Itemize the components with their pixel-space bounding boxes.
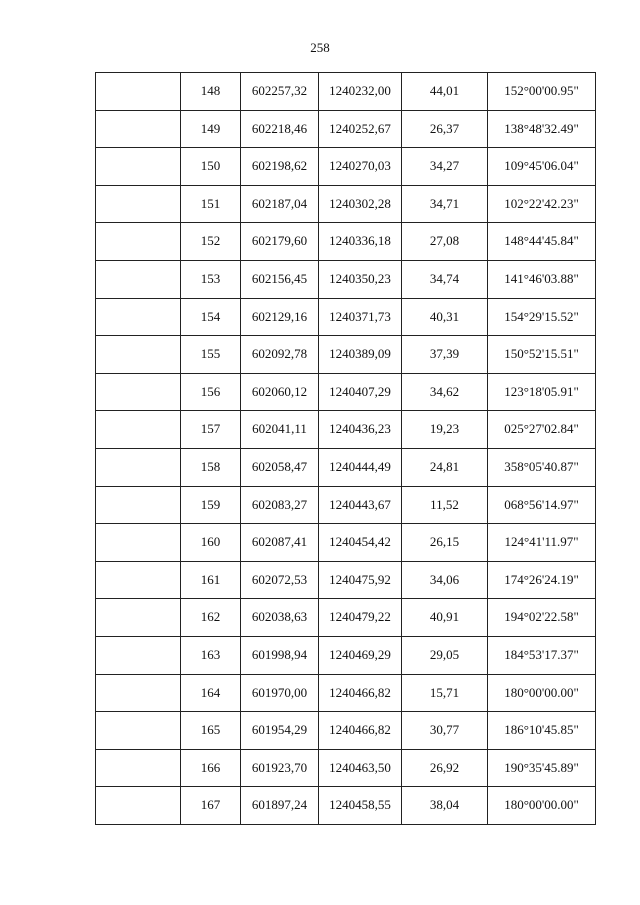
blank-cell [96, 486, 181, 524]
y-coordinate-value: 1240443,67 [329, 496, 391, 512]
blank-cell [96, 749, 181, 787]
y-coordinate-cell [319, 110, 402, 148]
distance-cell [402, 674, 488, 712]
x-coordinate-value: 602257,32 [251, 83, 308, 98]
table-row [96, 223, 596, 261]
direction-angle-cell [488, 448, 596, 486]
direction-angle-cell [488, 73, 596, 111]
direction-angle-value: 190°35'45.89" [504, 759, 579, 775]
point-number-value: 162 [200, 609, 221, 625]
direction-angle-cell [488, 336, 596, 374]
x-coordinate-cell [241, 712, 319, 750]
point-number-value: 157 [200, 421, 221, 437]
blank-cell [96, 561, 181, 599]
x-coordinate-value: 602087,41 [251, 534, 308, 550]
distance-cell [402, 486, 488, 524]
y-coordinate-value: 1240302,28 [329, 195, 391, 211]
x-coordinate-cell [241, 486, 319, 524]
table-row [96, 110, 596, 148]
table-row [96, 411, 596, 449]
y-coordinate-value: 1240252,67 [329, 120, 391, 136]
y-coordinate-value: 1240469,29 [329, 646, 391, 662]
direction-angle-cell [488, 712, 596, 750]
x-coordinate-value: 601970,00 [251, 684, 308, 700]
point-number-cell [181, 636, 241, 674]
distance-cell [402, 787, 488, 825]
x-coordinate-cell [241, 373, 319, 411]
direction-angle-cell [488, 524, 596, 562]
y-coordinate-cell [319, 599, 402, 637]
y-coordinate-cell [319, 336, 402, 374]
y-coordinate-value: 1240371,73 [329, 308, 391, 324]
distance-cell [402, 411, 488, 449]
direction-angle-cell [488, 260, 596, 298]
x-coordinate-cell [241, 411, 319, 449]
x-coordinate-value: 602058,47 [251, 458, 308, 474]
direction-angle-value: 152°00'00.95" [504, 83, 579, 98]
y-coordinate-cell [319, 674, 402, 712]
distance-cell [402, 524, 488, 562]
y-coordinate-value: 1240454,42 [329, 534, 391, 550]
direction-angle-cell [488, 749, 596, 787]
direction-angle-value: 194°02'22.58" [504, 609, 579, 625]
table-row [96, 787, 596, 825]
point-number-value: 161 [200, 571, 221, 587]
y-coordinate-value: 1240270,03 [329, 158, 391, 174]
table-row [96, 599, 596, 637]
direction-angle-cell [488, 561, 596, 599]
direction-angle-value: 123°18'05.91" [504, 383, 579, 399]
y-coordinate-value: 1240463,50 [329, 759, 391, 775]
y-coordinate-cell [319, 448, 402, 486]
blank-cell [96, 636, 181, 674]
distance-cell [402, 712, 488, 750]
distance-cell [402, 599, 488, 637]
distance-value: 34,62 [429, 383, 460, 399]
y-coordinate-value: 1240232,00 [329, 83, 391, 98]
x-coordinate-cell [241, 674, 319, 712]
y-coordinate-cell [319, 524, 402, 562]
distance-value: 11,52 [430, 496, 459, 512]
distance-value: 44,01 [429, 83, 460, 98]
distance-cell [402, 185, 488, 223]
distance-cell [402, 336, 488, 374]
y-coordinate-cell [319, 373, 402, 411]
y-coordinate-value: 1240389,09 [329, 346, 391, 362]
distance-value: 27,08 [429, 233, 460, 249]
distance-value: 24,81 [429, 458, 460, 474]
direction-angle-value: 154°29'15.52" [504, 308, 579, 324]
distance-value: 34,71 [429, 195, 460, 211]
y-coordinate-cell [319, 712, 402, 750]
x-coordinate-value: 602083,27 [251, 496, 308, 512]
x-coordinate-value: 602198,62 [251, 158, 308, 174]
distance-cell [402, 561, 488, 599]
point-number-cell [181, 298, 241, 336]
point-number-value: 166 [200, 759, 221, 775]
blank-cell [96, 298, 181, 336]
table-row [96, 524, 596, 562]
point-number-value: 152 [200, 233, 221, 249]
y-coordinate-cell [319, 298, 402, 336]
blank-cell [96, 110, 181, 148]
direction-angle-value: 174°26'24.19" [504, 571, 579, 587]
x-coordinate-cell [241, 787, 319, 825]
y-coordinate-value: 1240466,82 [329, 722, 391, 738]
distance-value: 34,06 [429, 571, 460, 587]
point-number-value: 150 [200, 158, 221, 174]
direction-angle-value: 148°44'45.84" [504, 233, 579, 249]
x-coordinate-cell [241, 73, 319, 111]
x-coordinate-cell [241, 636, 319, 674]
y-coordinate-value: 1240479,22 [329, 609, 391, 625]
x-coordinate-value: 602038,63 [251, 609, 308, 625]
y-coordinate-value: 1240436,23 [329, 421, 391, 437]
direction-angle-cell [488, 298, 596, 336]
distance-value: 26,37 [429, 120, 460, 136]
point-number-cell [181, 787, 241, 825]
point-number-value: 167 [200, 797, 221, 813]
table-row [96, 448, 596, 486]
point-number-cell [181, 411, 241, 449]
direction-angle-value: 068°56'14.97" [504, 496, 579, 512]
direction-angle-cell [488, 787, 596, 825]
y-coordinate-cell [319, 486, 402, 524]
point-number-value: 160 [200, 534, 221, 550]
point-number-value: 154 [200, 308, 221, 324]
distance-cell [402, 448, 488, 486]
y-coordinate-value: 1240407,29 [329, 383, 391, 399]
direction-angle-cell [488, 486, 596, 524]
x-coordinate-value: 602060,12 [251, 383, 308, 399]
direction-angle-value: 186°10'45.85" [504, 722, 579, 738]
blank-cell [96, 411, 181, 449]
x-coordinate-value: 601897,24 [251, 797, 308, 813]
x-coordinate-value: 602218,46 [251, 120, 308, 136]
distance-value: 15,71 [429, 684, 460, 700]
x-coordinate-cell [241, 223, 319, 261]
x-coordinate-value: 601998,94 [251, 646, 308, 662]
x-coordinate-value: 602179,60 [251, 233, 308, 249]
direction-angle-cell [488, 636, 596, 674]
y-coordinate-value: 1240458,55 [329, 797, 391, 813]
direction-angle-value: 141°46'03.88" [504, 270, 579, 286]
x-coordinate-cell [241, 448, 319, 486]
table-row [96, 185, 596, 223]
distance-value: 26,15 [429, 534, 460, 550]
point-number-cell [181, 260, 241, 298]
blank-cell [96, 524, 181, 562]
point-number-value: 153 [200, 270, 221, 286]
direction-angle-value: 102°22'42.23" [504, 195, 579, 211]
blank-cell [96, 148, 181, 186]
direction-angle-cell [488, 223, 596, 261]
table-row [96, 636, 596, 674]
direction-angle-value: 180°00'00.00" [504, 797, 579, 813]
direction-angle-cell [488, 110, 596, 148]
direction-angle-value: 124°41'11.97" [504, 534, 579, 550]
distance-cell [402, 373, 488, 411]
direction-angle-value: 180°00'00.00" [504, 684, 579, 700]
table-row [96, 73, 596, 111]
point-number-cell [181, 373, 241, 411]
point-number-value: 156 [200, 383, 221, 399]
direction-angle-value: 358°05'40.87" [504, 458, 579, 474]
distance-value: 19,23 [429, 421, 460, 437]
point-number-value: 155 [200, 346, 221, 362]
point-number-value: 163 [200, 646, 221, 662]
x-coordinate-value: 601923,70 [251, 759, 308, 775]
x-coordinate-cell [241, 260, 319, 298]
point-number-cell [181, 336, 241, 374]
point-number-value: 164 [200, 684, 221, 700]
point-number-value: 148 [200, 83, 221, 98]
table-row [96, 298, 596, 336]
distance-cell [402, 73, 488, 111]
x-coordinate-cell [241, 110, 319, 148]
distance-value: 38,04 [429, 797, 460, 813]
y-coordinate-value: 1240350,23 [329, 270, 391, 286]
x-coordinate-cell [241, 148, 319, 186]
distance-cell [402, 749, 488, 787]
y-coordinate-cell [319, 787, 402, 825]
point-number-cell [181, 223, 241, 261]
page-number: 258 [310, 40, 330, 55]
point-number-value: 165 [200, 722, 221, 738]
point-number-cell [181, 448, 241, 486]
point-number-cell [181, 599, 241, 637]
coordinates-table-body [96, 73, 596, 825]
coordinates-table [95, 72, 596, 825]
y-coordinate-value: 1240444,49 [329, 458, 391, 474]
direction-angle-value: 025°27'02.84" [504, 421, 579, 437]
table-row [96, 148, 596, 186]
point-number-value: 158 [200, 458, 221, 474]
y-coordinate-cell [319, 223, 402, 261]
distance-cell [402, 148, 488, 186]
point-number-cell [181, 148, 241, 186]
y-coordinate-cell [319, 73, 402, 111]
direction-angle-value: 138°48'32.49" [504, 120, 579, 136]
point-number-cell [181, 73, 241, 111]
table-row [96, 486, 596, 524]
distance-cell [402, 298, 488, 336]
y-coordinate-cell [319, 411, 402, 449]
y-coordinate-cell [319, 561, 402, 599]
table-row [96, 712, 596, 750]
x-coordinate-cell [241, 749, 319, 787]
direction-angle-cell [488, 373, 596, 411]
x-coordinate-cell [241, 561, 319, 599]
x-coordinate-value: 602187,04 [251, 195, 308, 211]
point-number-cell [181, 110, 241, 148]
direction-angle-value: 184°53'17.37" [504, 646, 579, 662]
blank-cell [96, 674, 181, 712]
distance-value: 30,77 [429, 722, 460, 738]
point-number-cell [181, 561, 241, 599]
table-row [96, 336, 596, 374]
y-coordinate-cell [319, 749, 402, 787]
direction-angle-cell [488, 674, 596, 712]
y-coordinate-cell [319, 636, 402, 674]
point-number-cell [181, 749, 241, 787]
point-number-value: 149 [200, 120, 221, 136]
point-number-cell [181, 674, 241, 712]
x-coordinate-value: 602092,78 [251, 346, 308, 362]
point-number-cell [181, 185, 241, 223]
x-coordinate-cell [241, 524, 319, 562]
direction-angle-value: 109°45'06.04" [504, 158, 579, 174]
blank-cell [96, 73, 181, 111]
x-coordinate-value: 602072,53 [251, 571, 308, 587]
point-number-cell [181, 524, 241, 562]
blank-cell [96, 712, 181, 750]
direction-angle-value: 150°52'15.51" [504, 346, 579, 362]
y-coordinate-cell [319, 148, 402, 186]
y-coordinate-value: 1240336,18 [329, 233, 391, 249]
distance-value: 37,39 [429, 346, 460, 362]
distance-value: 26,92 [429, 759, 460, 775]
distance-value: 34,27 [429, 158, 460, 174]
distance-cell [402, 636, 488, 674]
table-row [96, 749, 596, 787]
distance-value: 40,91 [429, 609, 460, 625]
direction-angle-cell [488, 148, 596, 186]
y-coordinate-value: 1240466,82 [329, 684, 391, 700]
blank-cell [96, 448, 181, 486]
x-coordinate-cell [241, 599, 319, 637]
blank-cell [96, 185, 181, 223]
x-coordinate-value: 601954,29 [251, 722, 308, 738]
table-row [96, 373, 596, 411]
x-coordinate-cell [241, 336, 319, 374]
point-number-value: 151 [200, 195, 221, 211]
x-coordinate-value: 602156,45 [251, 270, 308, 286]
x-coordinate-value: 602129,16 [251, 308, 308, 324]
blank-cell [96, 599, 181, 637]
x-coordinate-cell [241, 298, 319, 336]
distance-cell [402, 110, 488, 148]
distance-cell [402, 260, 488, 298]
distance-value: 29,05 [429, 646, 460, 662]
y-coordinate-cell [319, 260, 402, 298]
table-row [96, 674, 596, 712]
distance-value: 40,31 [429, 308, 460, 324]
blank-cell [96, 787, 181, 825]
point-number-cell [181, 486, 241, 524]
distance-cell [402, 223, 488, 261]
blank-cell [96, 260, 181, 298]
blank-cell [96, 336, 181, 374]
direction-angle-cell [488, 411, 596, 449]
blank-cell [96, 223, 181, 261]
x-coordinate-value: 602041,11 [252, 421, 307, 437]
point-number-cell [181, 712, 241, 750]
y-coordinate-value: 1240475,92 [329, 571, 391, 587]
x-coordinate-cell [241, 185, 319, 223]
table-row [96, 561, 596, 599]
point-number-value: 159 [200, 496, 221, 512]
direction-angle-cell [488, 599, 596, 637]
table-row [96, 260, 596, 298]
y-coordinate-cell [319, 185, 402, 223]
distance-value: 34,74 [429, 270, 460, 286]
blank-cell [96, 373, 181, 411]
direction-angle-cell [488, 185, 596, 223]
